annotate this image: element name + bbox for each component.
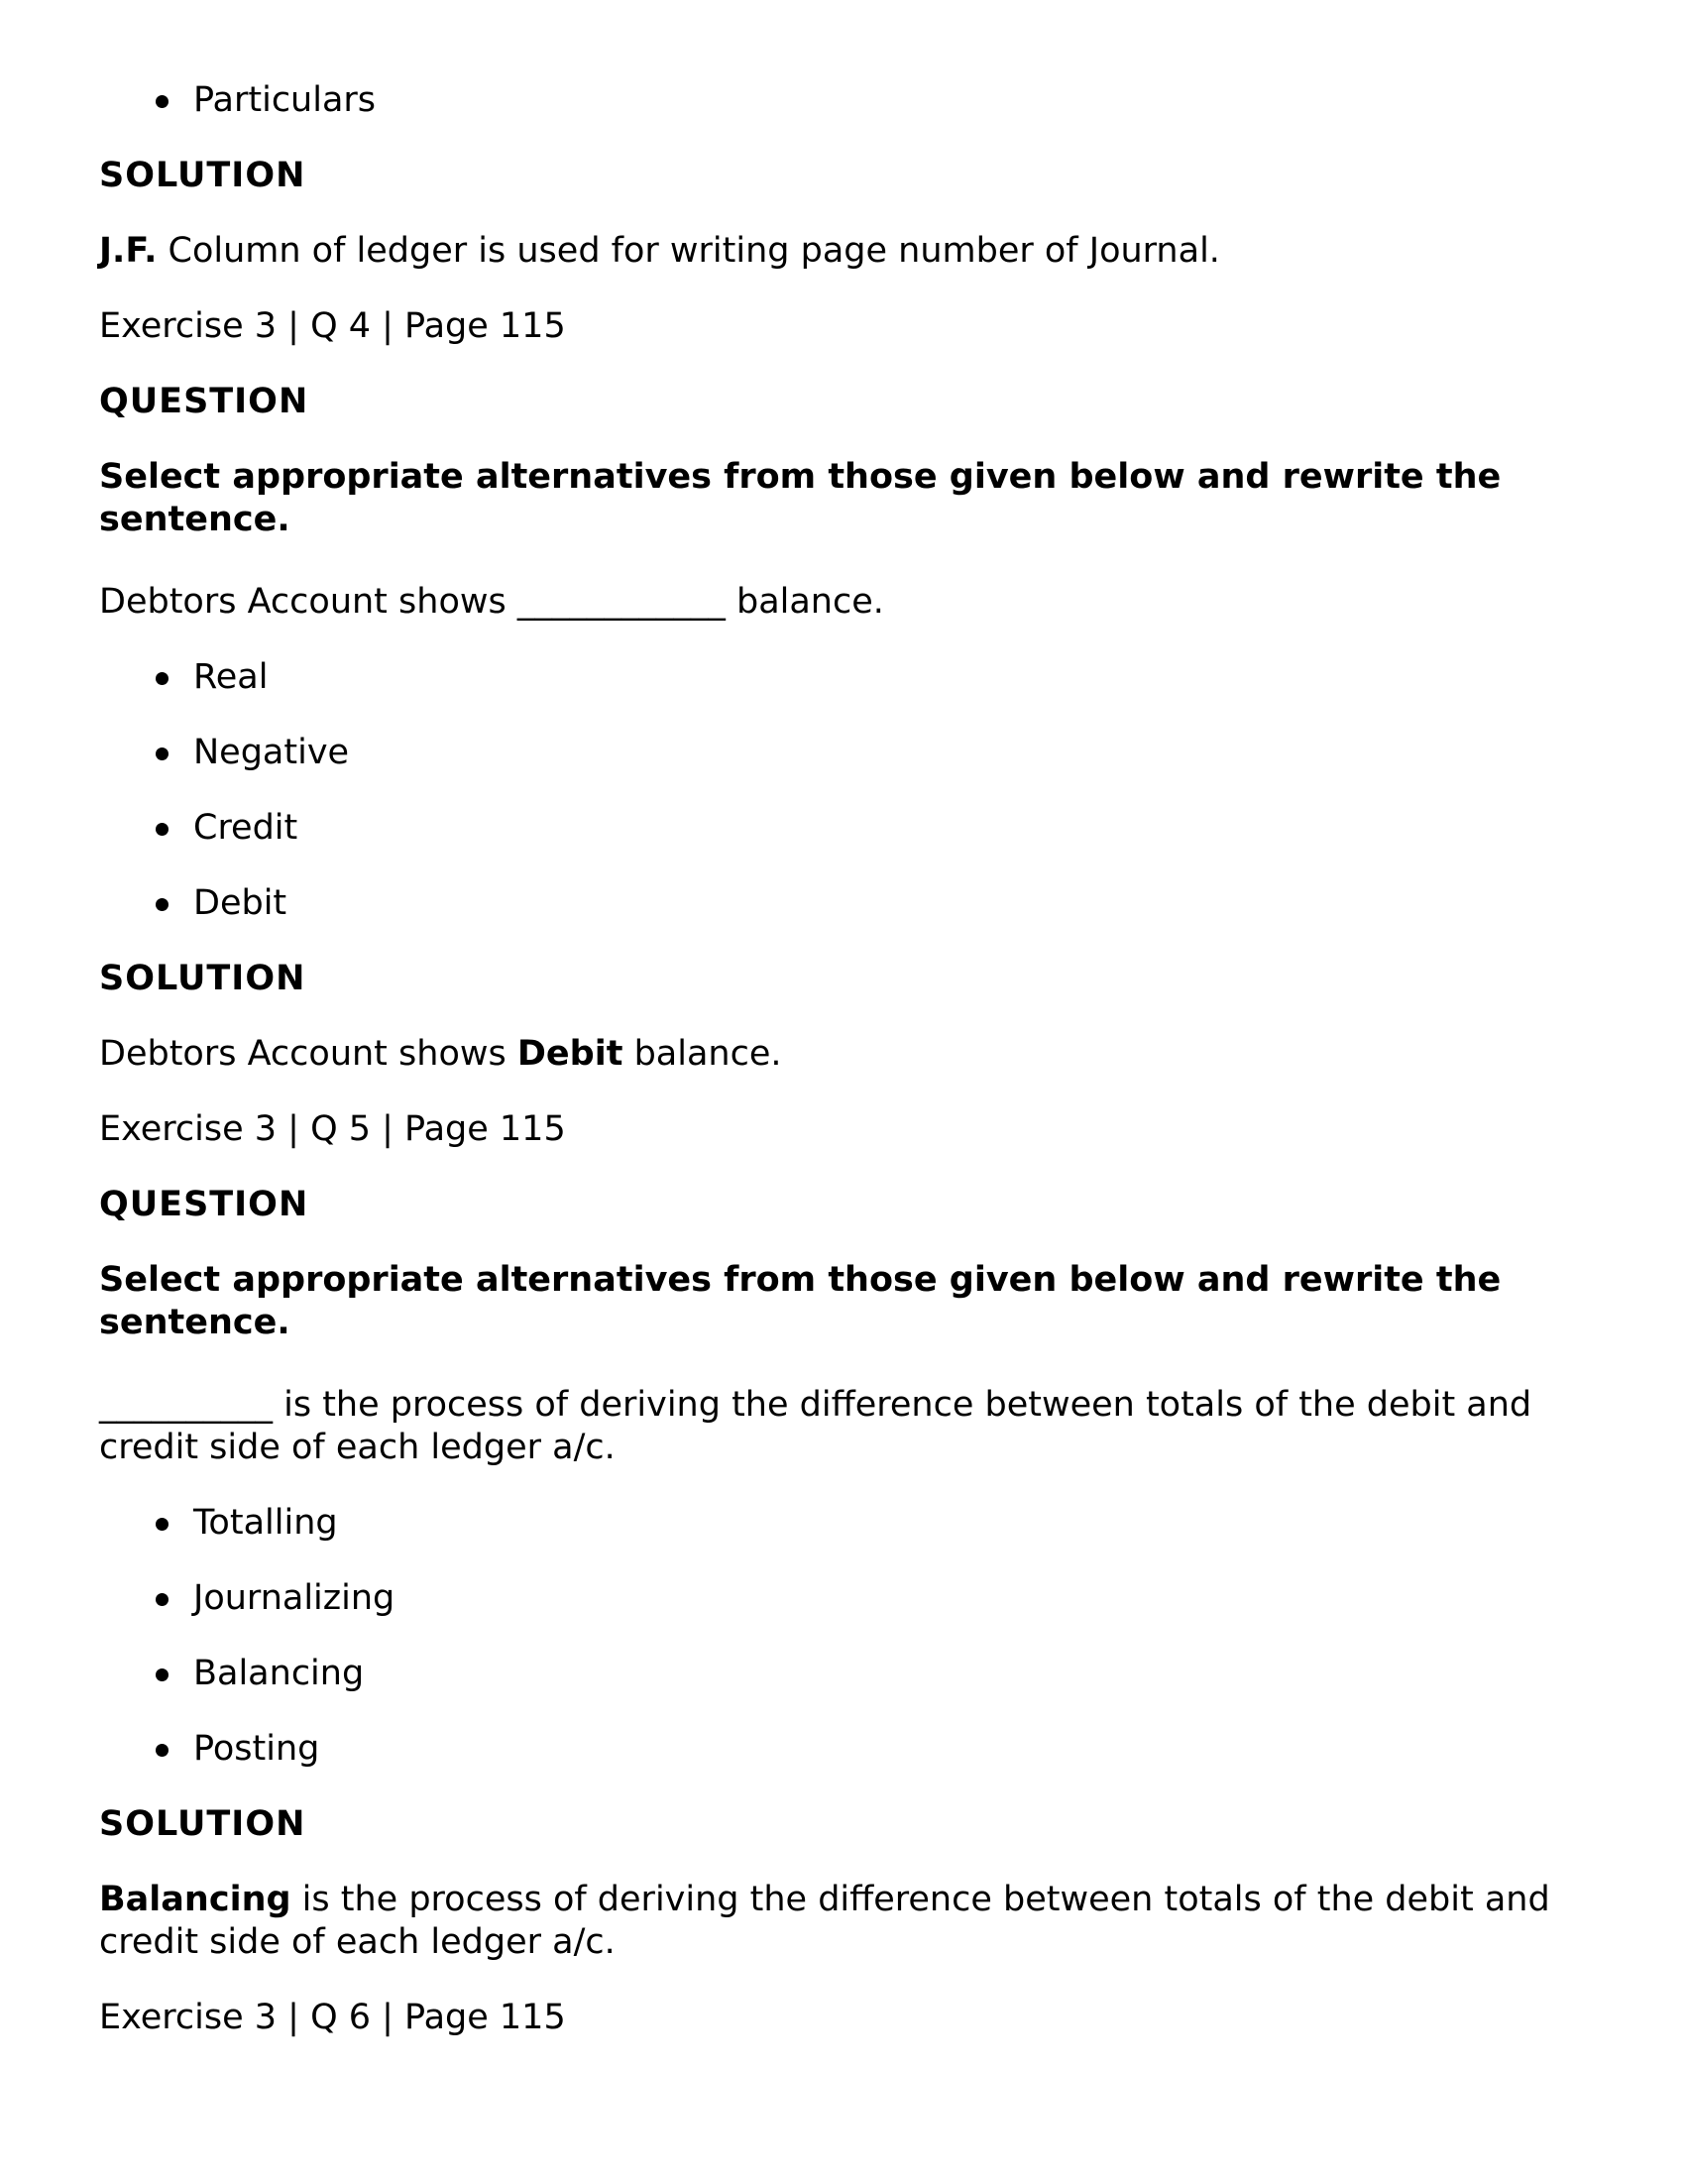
q4-option-list xyxy=(99,656,1626,925)
bullet-icon xyxy=(156,898,169,911)
option-label: Posting xyxy=(193,1729,320,1769)
option-item xyxy=(99,79,1626,122)
option-item xyxy=(99,882,1626,925)
question-statement: Debtors Account shows ____________ balance. xyxy=(99,582,884,622)
bullet-icon xyxy=(156,823,169,836)
solution-heading: SOLUTION xyxy=(99,1804,306,1844)
solution-text xyxy=(99,230,1626,273)
option-label: Particulars xyxy=(193,80,377,120)
option-item xyxy=(99,1653,1626,1695)
option-label: Balancing xyxy=(193,1654,365,1693)
bullet-icon xyxy=(156,672,169,685)
option-item xyxy=(99,1502,1626,1545)
bullet-icon xyxy=(156,1518,169,1531)
exercise-reference: Exercise 3 | Q 4 | Page 115 xyxy=(99,306,566,346)
solution-heading: SOLUTION xyxy=(99,959,306,998)
question-prompt: Select appropriate alternatives from those given below and rewrite the sentence. xyxy=(99,457,1502,539)
bullet-icon xyxy=(156,95,169,108)
exercise-reference: Exercise 3 | Q 5 | Page 115 xyxy=(99,1109,566,1149)
page-content xyxy=(99,79,1626,2072)
question-heading: QUESTION xyxy=(99,1185,309,1224)
bullet-icon xyxy=(156,1593,169,1606)
solution-pre: Debtors Account shows xyxy=(99,1034,517,1074)
bullet-icon xyxy=(156,1668,169,1681)
question-statement: __________ is the process of deriving the difference between totals of the debit and credit side of each ledger a/c. xyxy=(99,1385,1532,1467)
option-label: Totalling xyxy=(193,1503,338,1543)
bullet-icon xyxy=(156,747,169,760)
option-label: Debit xyxy=(193,883,287,923)
solution-answer: J.F. xyxy=(99,231,158,271)
option-item xyxy=(99,1577,1626,1620)
q3-option-list xyxy=(99,79,1626,122)
option-item xyxy=(99,656,1626,699)
exercise-reference: Exercise 3 | Q 6 | Page 115 xyxy=(99,1998,566,2037)
solution-post: balance. xyxy=(622,1034,782,1074)
bullet-icon xyxy=(156,1744,169,1757)
option-label: Real xyxy=(193,657,269,697)
question-prompt: Select appropriate alternatives from those given below and rewrite the sentence. xyxy=(99,1260,1502,1342)
solution-answer: Debit xyxy=(516,1034,623,1074)
option-label: Journalizing xyxy=(193,1578,395,1618)
question-heading: QUESTION xyxy=(99,382,309,421)
q5-option-list xyxy=(99,1502,1626,1771)
solution-heading: SOLUTION xyxy=(99,156,306,195)
option-item xyxy=(99,807,1626,850)
solution-rest: Column of ledger is used for writing page number of Journal. xyxy=(157,231,1220,271)
option-item xyxy=(99,732,1626,774)
option-item xyxy=(99,1728,1626,1771)
solution-text xyxy=(99,1879,1626,1964)
option-label: Credit xyxy=(193,808,298,848)
solution-text xyxy=(99,1033,1626,1076)
option-label: Negative xyxy=(193,733,350,772)
solution-answer: Balancing xyxy=(99,1880,291,1919)
solution-rest: is the process of deriving the difference between totals of the debit and credit side of each ledger a/c. xyxy=(99,1880,1550,1962)
